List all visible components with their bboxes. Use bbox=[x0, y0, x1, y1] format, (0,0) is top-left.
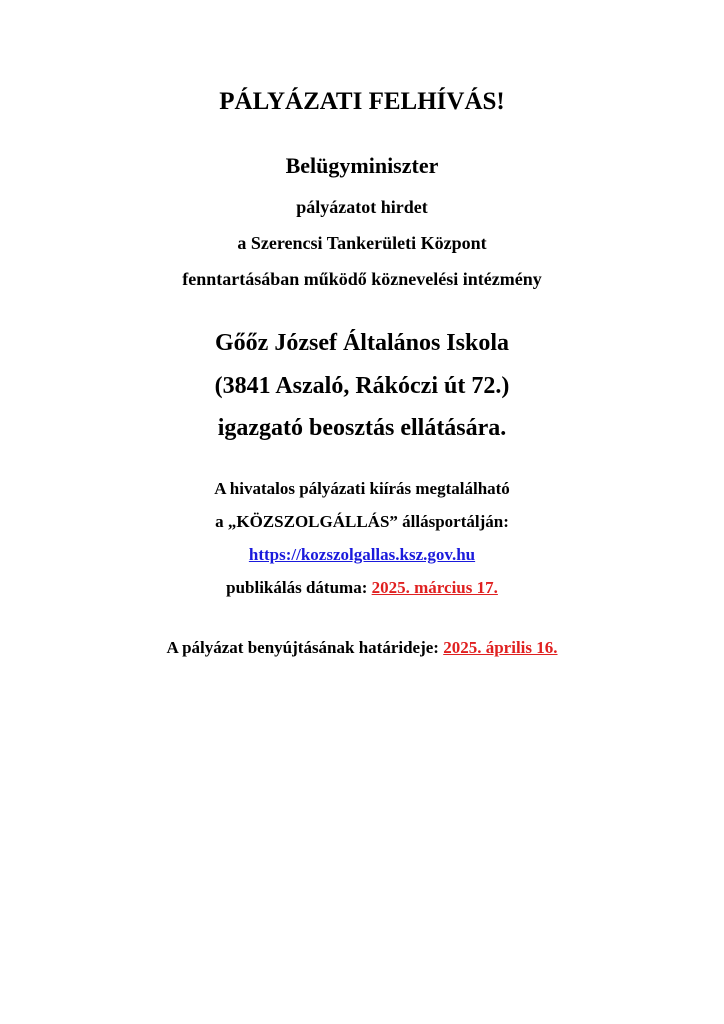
page-title: PÁLYÁZATI FELHÍVÁS! bbox=[219, 88, 505, 115]
announcement-line-3: fenntartásában működő köznevelési intézmény bbox=[182, 269, 542, 289]
info-line-2: a „KÖZSZOLGÁLLÁS” állásportálján: bbox=[215, 512, 509, 531]
school-name: Gőőz József Általános Iskola bbox=[215, 330, 509, 356]
issuer-name: Belügyminiszter bbox=[285, 153, 439, 178]
announcement-line-1: pályázatot hirdet bbox=[296, 197, 428, 217]
announcement-line-2: a Szerencsi Tankerületi Központ bbox=[237, 233, 487, 253]
deadline-label: A pályázat benyújtásának határideje: bbox=[166, 638, 444, 657]
info-line-1: A hivatalos pályázati kiírás megtalálható bbox=[214, 479, 510, 498]
portal-link[interactable]: https://kozszolgallas.ksz.gov.hu bbox=[248, 545, 476, 564]
portal-link-row bbox=[0, 545, 724, 565]
position-title: igazgató beosztás ellátására. bbox=[217, 415, 507, 441]
publication-date-row bbox=[0, 578, 724, 598]
publication-date: 2025. március 17. bbox=[371, 578, 498, 597]
school-address: (3841 Aszaló, Rákóczi út 72.) bbox=[214, 373, 510, 399]
deadline-row bbox=[0, 638, 724, 658]
publication-label: publikálás dátuma: bbox=[226, 578, 372, 597]
deadline-date: 2025. április 16. bbox=[443, 638, 558, 657]
